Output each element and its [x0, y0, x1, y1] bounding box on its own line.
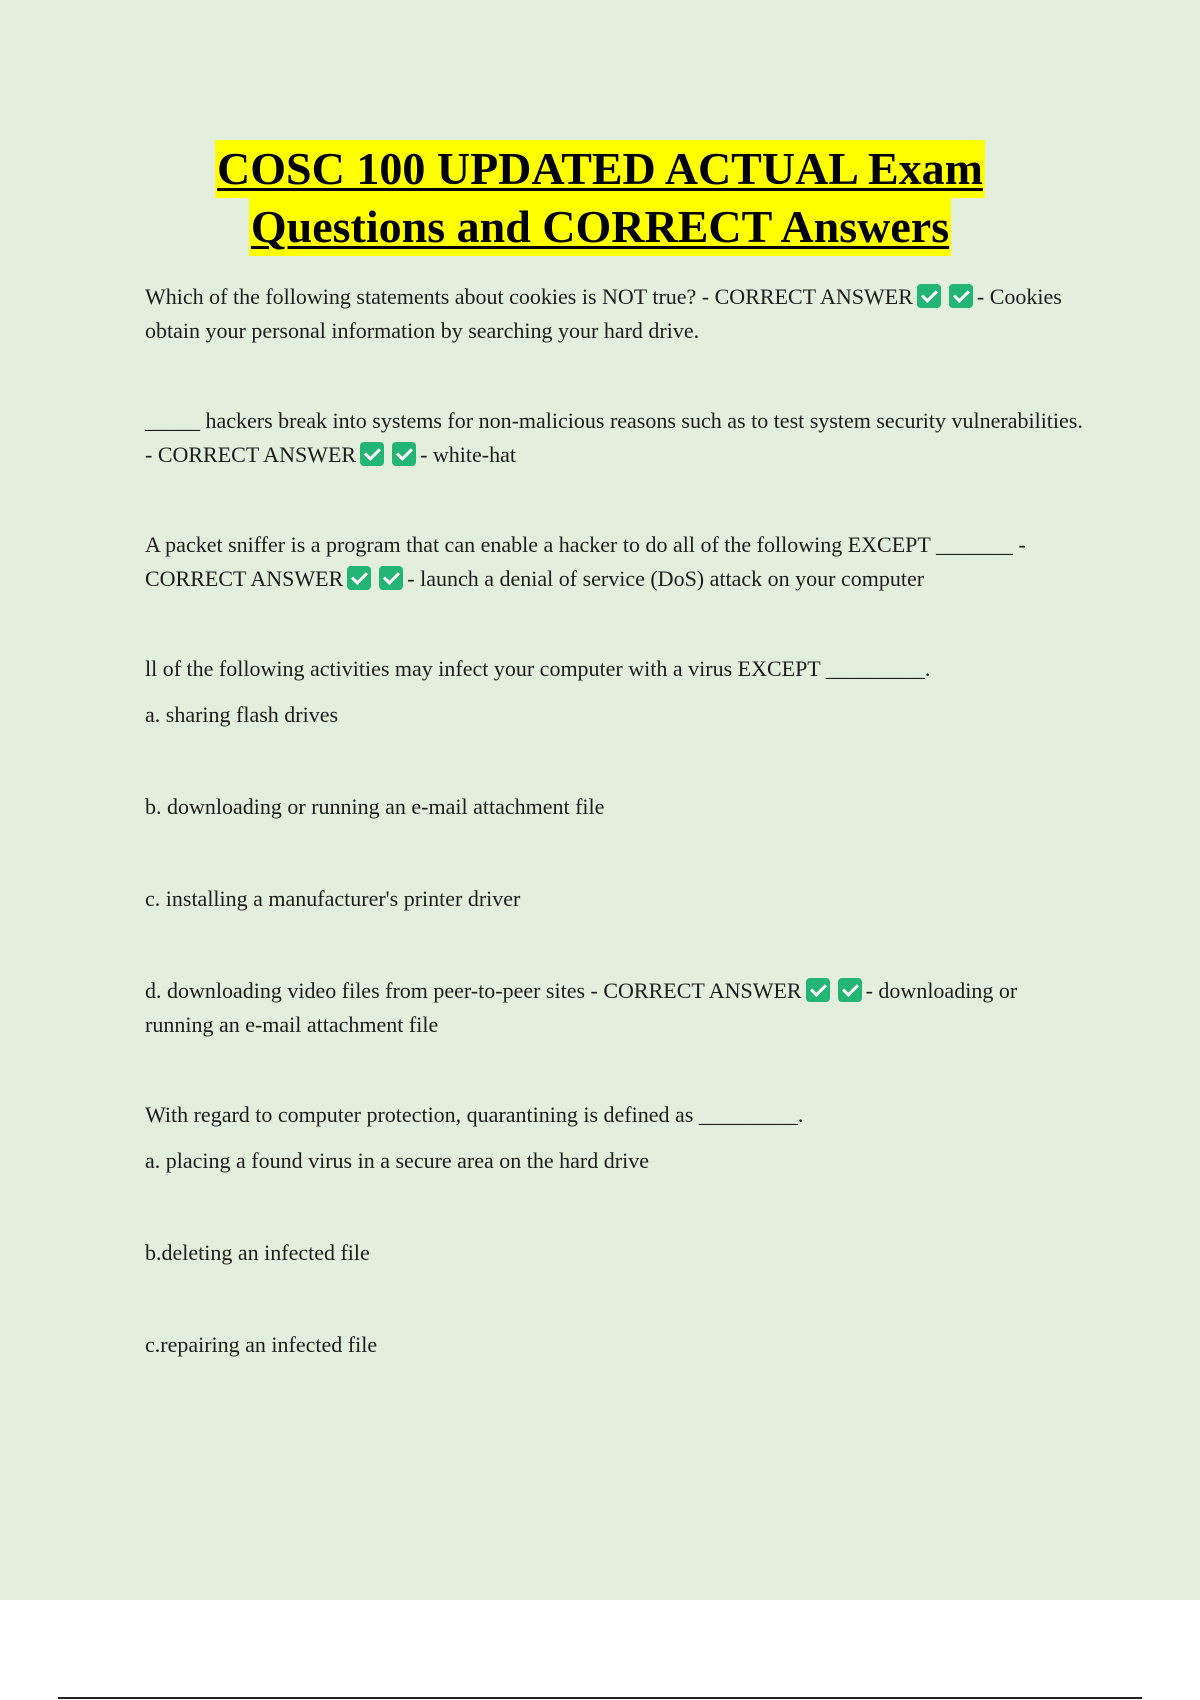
- answer-text: - launch a denial of service (DoS) attack on your computer: [407, 566, 925, 591]
- check-box-icon: [392, 442, 416, 466]
- virus-question-stem: ll of the following activities may infect your computer with a virus EXCEPT _________.: [145, 656, 931, 681]
- answer-text: - downloading or running an e-mail attachment file: [145, 978, 1018, 1037]
- quarantine-option-c: c.repairing an infected file: [145, 1332, 378, 1357]
- check-box-icon: [360, 442, 384, 466]
- title-line-2: Questions and CORRECT Answers: [249, 198, 951, 256]
- question-text: _____ hackers break into systems for non-malicious reasons such as to test system security vulnerabilities. - CORRECT ANSWER: [145, 408, 1083, 467]
- question-text: A packet sniffer is a program that can enable a hacker to do all of the following EXCEPT _______ - CORRECT ANSWER: [145, 532, 1026, 591]
- virus-option-a: a. sharing flash drives: [145, 702, 339, 727]
- title-line-1: COSC 100 UPDATED ACTUAL Exam: [215, 140, 985, 198]
- virus-option-b: b. downloading or running an e-mail attachment file: [145, 794, 605, 819]
- answer-text: - white-hat: [420, 442, 516, 467]
- virus-option-d: [145, 974, 1090, 1042]
- check-box-icon: [917, 284, 941, 308]
- check-box-icon: [838, 978, 862, 1002]
- quarantine-option-a: a. placing a found virus in a secure area on the hard drive: [145, 1148, 649, 1173]
- document-title: [0, 140, 1200, 256]
- check-box-icon: [347, 566, 371, 590]
- qa-item-cookies: [145, 280, 1090, 348]
- page-divider: [58, 1697, 1142, 1699]
- quarantine-question-stem: With regard to computer protection, quarantining is defined as _________.: [145, 1102, 804, 1127]
- qa-item-hackers: [145, 404, 1090, 472]
- quarantine-option-b: b.deleting an infected file: [145, 1240, 370, 1265]
- check-box-icon: [949, 284, 973, 308]
- question-text: Which of the following statements about cookies is NOT true? - CORRECT ANSWER: [145, 284, 913, 309]
- check-box-icon: [379, 566, 403, 590]
- qa-item-packet-sniffer: [145, 528, 1090, 596]
- virus-option-c: c. installing a manufacturer's printer driver: [145, 886, 521, 911]
- answer-text: - Cookies obtain your personal information by searching your hard drive.: [145, 284, 1062, 343]
- question-text: d. downloading video files from peer-to-peer sites - CORRECT ANSWER: [145, 978, 802, 1003]
- qa-content: [145, 280, 1090, 1362]
- check-box-icon: [806, 978, 830, 1002]
